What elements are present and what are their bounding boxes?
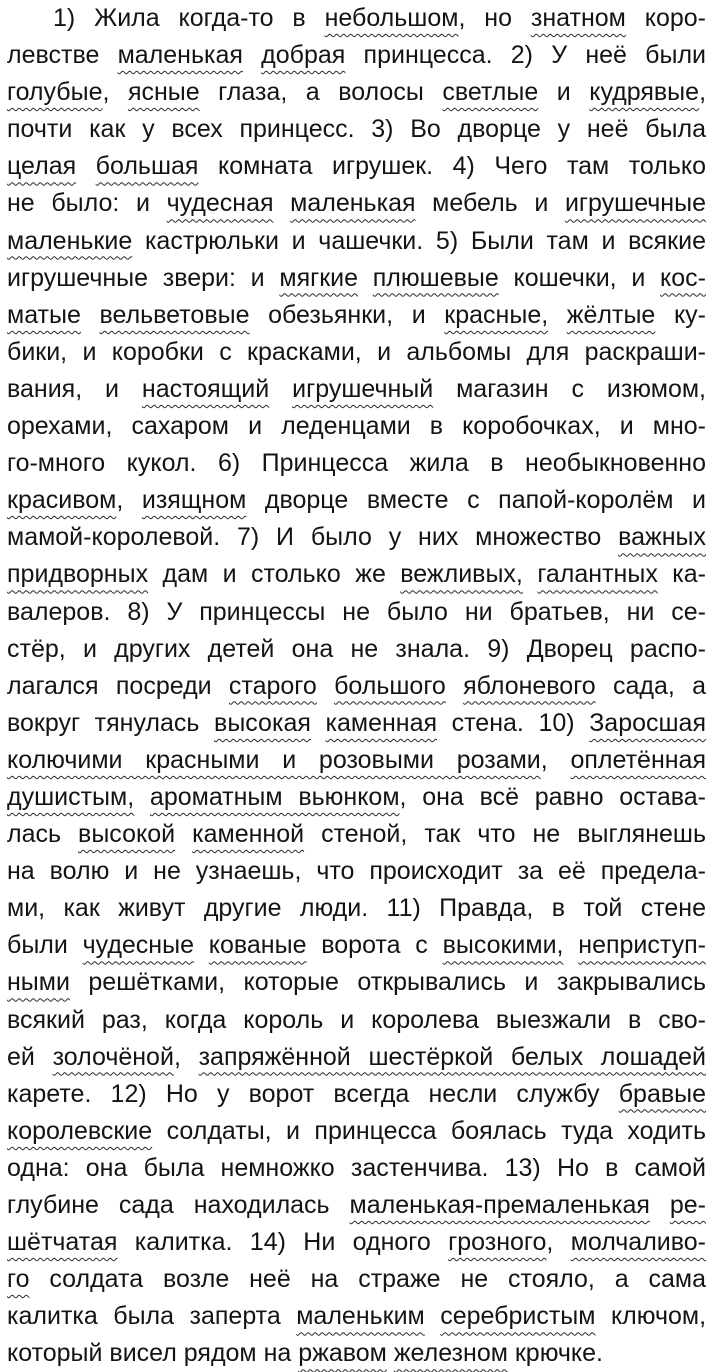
text-line [7, 853, 706, 890]
text-run [269, 375, 292, 403]
underlined-adjective: плюшевые [372, 263, 499, 292]
text-line [7, 0, 706, 37]
underlined-adjective: игрушечные [564, 189, 706, 218]
underlined-adjective: колючими красными и розовыми розами [7, 745, 541, 774]
text-run [76, 152, 96, 180]
text-line [7, 964, 706, 1001]
underlined-adjective: большого [334, 671, 446, 700]
underlined-adjective: голубые [7, 78, 103, 107]
text-run: обезьянки, и [249, 300, 445, 329]
underlined-adjective: высокой [78, 820, 176, 849]
text-run: были [7, 931, 83, 960]
text-line [7, 185, 706, 222]
text-run: го-много кукол. 6) Принцесса жила в необыкновенно [7, 449, 706, 478]
text-line [7, 631, 706, 668]
text-line [7, 148, 706, 185]
underlined-adjective: высокая [214, 708, 311, 737]
text-line [7, 1076, 706, 1113]
underlined-adjective: запряжённой шестёркой белых лошадей [198, 1042, 706, 1071]
text-run: , [102, 78, 128, 107]
underlined-adjective: грозного [448, 1228, 547, 1257]
text-line [7, 594, 706, 631]
underlined-adjective: бравые [618, 1079, 706, 1108]
text-run: глаза, а волосы [199, 78, 443, 107]
text-run: лась [7, 820, 79, 849]
text-run: который висел рядом на [7, 1339, 299, 1368]
underlined-adjective: шётчатая [7, 1228, 118, 1257]
text-run: лагался посреди [7, 671, 229, 700]
text-run [81, 301, 100, 329]
underlined-adjective: ржавом [298, 1339, 387, 1368]
text-run: принцесса. 2) У неё были [345, 41, 707, 70]
underlined-adjective: изящном [141, 486, 247, 515]
text-run: калитка. 14) Ни одного [117, 1228, 449, 1257]
underlined-adjective: большая [95, 152, 199, 181]
text-run: калитка была заперта [7, 1302, 297, 1331]
text-run: , [116, 486, 142, 515]
text-run: стена. 10) [437, 708, 590, 737]
text-run: , [540, 745, 571, 774]
underlined-adjective: золочёной [52, 1042, 174, 1071]
text-run [650, 1191, 670, 1219]
underlined-adjective: кос- [660, 263, 706, 292]
underlined-adjective: важных [618, 523, 706, 552]
text-run [446, 672, 463, 700]
underlined-adjective: мягкие [279, 263, 359, 292]
text-run: валеров. 8) У принцессы не было ни братьев, ни се- [7, 597, 706, 626]
text-line [7, 1335, 706, 1372]
text-line [7, 779, 706, 816]
text-run [317, 672, 334, 700]
text-run: глубине сада находилась [7, 1191, 350, 1219]
text-run: ми, как живут другие люди. 11) Правда, в той стене [7, 894, 706, 923]
underlined-adjective: молчаливо- [570, 1228, 706, 1257]
text-run: почти как у всех принцесс. 3) Во дворце у неё была [7, 115, 706, 144]
text-run: и [538, 78, 590, 107]
text-run: вокруг тянулась [7, 708, 215, 737]
text-run: дворце вместе с папой-королём и [246, 486, 706, 515]
text-run: дам и столько же [148, 560, 401, 589]
text-line [7, 1187, 706, 1224]
text-run: , но [458, 4, 531, 32]
text-line [7, 408, 706, 445]
text-run: бики, и коробки с красками, и альбомы для раскраши- [7, 337, 706, 366]
text-run: кастрюльки и чашечки. 5) Были там и всякие [132, 226, 706, 255]
text-run: всякий раз, когда король и королева выезжали в сво- [7, 1005, 706, 1034]
text-line [7, 668, 706, 705]
underlined-adjective: серебристым [440, 1302, 596, 1331]
underlined-adjective: жёлтые [566, 300, 656, 329]
underlined-adjective: неприступ- [578, 931, 706, 960]
underlined-adjective: чудесные [82, 931, 194, 960]
text-run: 1) Жила когда-то в [53, 4, 325, 32]
text-run: орехами, сахаром и леденцами в коробочках, и мно- [7, 412, 706, 441]
text-run [175, 820, 192, 848]
text-line [7, 74, 706, 111]
text-run [243, 41, 261, 69]
text-run: на волю и не узнаешь, что происходит за её предела- [7, 857, 706, 886]
underlined-adjective: придворных [7, 560, 149, 589]
text-run [387, 1339, 394, 1367]
text-run: , она всё равно остава- [399, 782, 706, 811]
underlined-adjective: го [7, 1265, 30, 1294]
underlined-adjective: маленькая-премаленькая [349, 1191, 650, 1219]
text-line [7, 1261, 706, 1298]
underlined-adjective: кудрявые [589, 78, 700, 107]
underlined-adjective: матые [7, 300, 81, 329]
underlined-adjective: королевские [7, 1116, 153, 1145]
text-run: кошечки, и [498, 263, 661, 292]
text-line [7, 260, 706, 297]
text-run: карете. 12) Но у ворот всегда несли службу [7, 1079, 619, 1108]
text-line [7, 742, 706, 779]
underlined-adjective: маленькая [290, 189, 416, 218]
underlined-adjective: вежливых, [400, 560, 523, 589]
underlined-adjective: вельветовые [99, 300, 250, 329]
text-run: , [699, 78, 707, 107]
text-line [7, 334, 706, 371]
underlined-adjective: добрая [261, 41, 346, 70]
text-run: сада, а [595, 671, 707, 700]
text-run [194, 931, 209, 959]
text-line [7, 482, 706, 519]
underlined-adjective: душистым, [7, 782, 135, 811]
text-run: солдаты, и принцесса боялась туда ходить [152, 1116, 706, 1145]
text-run: магазин с изюмом, [433, 374, 706, 403]
underlined-adjective: каменной [192, 820, 305, 849]
text-line [7, 519, 706, 556]
text-run: крючке. [507, 1339, 604, 1368]
underlined-adjective: игрушечный [292, 374, 434, 403]
text-line [7, 1224, 706, 1261]
text-line [7, 556, 706, 593]
text-line [7, 445, 706, 482]
text-line [7, 816, 706, 853]
text-run: коро- [625, 4, 706, 32]
text-run [134, 783, 150, 811]
text-line [7, 1039, 706, 1076]
text-line [7, 371, 706, 408]
text-line [7, 927, 706, 964]
text-run: ей [7, 1042, 53, 1071]
underlined-adjective: Заросшая [589, 708, 706, 737]
text-run: ключом, [595, 1302, 707, 1331]
underlined-adjective: маленькие [7, 226, 133, 255]
underlined-adjective: ароматным вьюнком [149, 782, 400, 811]
underlined-adjective: маленьким [296, 1302, 425, 1331]
text-run: вания, и [7, 374, 142, 403]
underlined-adjective: маленькая [117, 41, 243, 70]
text-run: не было: и [7, 189, 167, 218]
text-run [523, 560, 537, 588]
text-run [548, 301, 567, 329]
text-run: левстве [7, 41, 118, 70]
text-run: решётками, которые открывались и закрывались [69, 968, 706, 997]
text-run [425, 1302, 440, 1330]
text-run: ка- [657, 560, 706, 589]
text-line [7, 890, 706, 927]
underlined-adjective: светлые [442, 78, 539, 107]
text-run: мебель и [415, 189, 565, 218]
text-run: , [173, 1042, 199, 1071]
underlined-adjective: каменная [325, 708, 438, 737]
text-line [7, 37, 706, 74]
underlined-adjective: красивом [7, 486, 117, 515]
text-run: ку- [655, 300, 707, 329]
text-run: стеной, так что не выглянешь [304, 820, 706, 849]
text-run: мамой-королевой. 7) И было у них множество [7, 523, 619, 552]
text-run: одна: она была немножко застенчива. 13) Но в самой [7, 1153, 706, 1182]
text-line [7, 1113, 706, 1150]
text-run: солдата возле неё на страже не стояло, а сама [29, 1265, 706, 1294]
text-line [7, 705, 706, 742]
text-run [564, 931, 579, 959]
text-run: игрушечные звери: и [7, 263, 280, 292]
underlined-adjective: высокими, [442, 931, 564, 960]
underlined-adjective: старого [228, 671, 317, 700]
underlined-adjective: знатном [530, 4, 626, 32]
underlined-adjective: яблоневого [463, 671, 596, 700]
text-line [7, 1150, 706, 1187]
text-line [7, 1298, 706, 1335]
underlined-adjective: настоящий [141, 374, 270, 403]
underlined-adjective: небольшом [324, 4, 459, 32]
text-run: ворота с [306, 931, 443, 960]
text-line [7, 111, 706, 148]
underlined-adjective: чудесная [166, 189, 274, 218]
underlined-adjective: кованые [208, 931, 307, 960]
underlined-adjective: ясные [127, 78, 200, 107]
underlined-adjective: ными [7, 968, 70, 997]
underlined-adjective: красные, [444, 300, 549, 329]
text-line [7, 1002, 706, 1039]
text-run [358, 264, 373, 292]
text-run: комната игрушек. 4) Чего там только [198, 152, 706, 181]
text-run: , [546, 1228, 571, 1257]
text-line [7, 223, 706, 260]
underlined-adjective: целая [7, 152, 77, 181]
text-run [311, 709, 326, 737]
text-run [274, 189, 291, 217]
text-line [7, 297, 706, 334]
text-run: стёр, и других детей она не знала. 9) Дворец распо- [7, 634, 706, 663]
underlined-adjective: железном [393, 1339, 508, 1368]
underlined-adjective: галантных [537, 560, 658, 589]
underlined-adjective: ре- [669, 1191, 707, 1219]
underlined-adjective: оплетённая [570, 745, 706, 774]
